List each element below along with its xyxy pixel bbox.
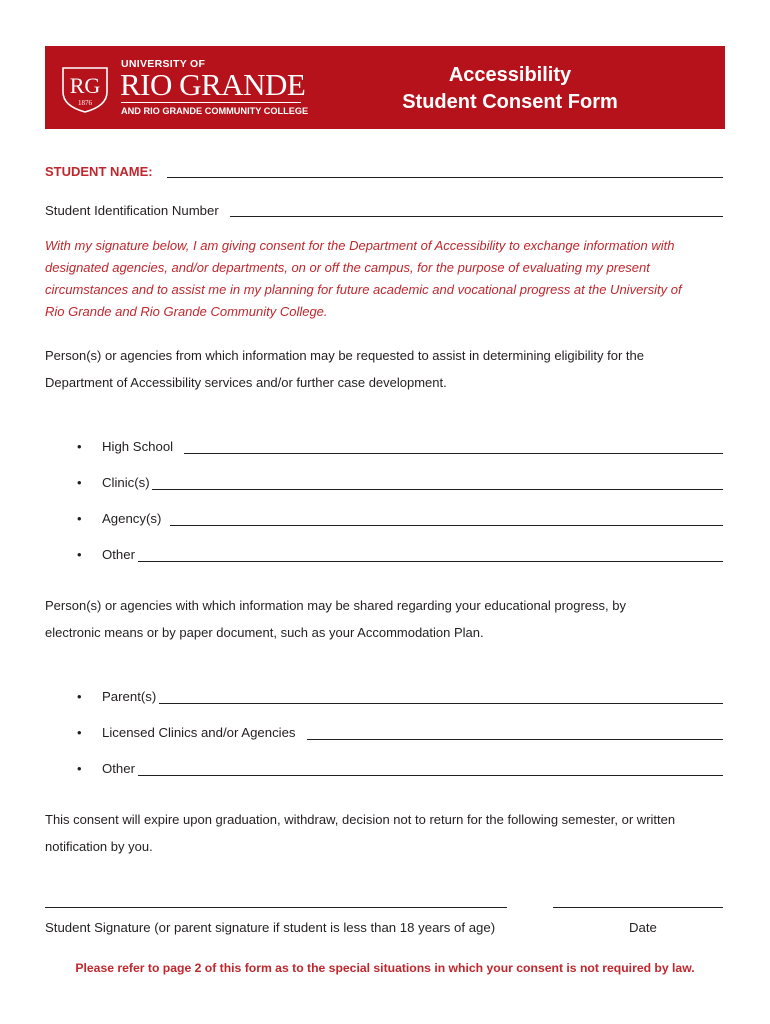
svg-text:1876: 1876 (78, 99, 92, 107)
logo-subtitle: AND RIO GRANDE COMMUNITY COLLEGE (121, 106, 309, 116)
logo-divider (121, 102, 301, 103)
bullet: • (77, 689, 82, 704)
request-item-clinics-label: Clinic(s) (102, 475, 150, 490)
clinics-field[interactable] (152, 489, 723, 490)
share-intro (45, 592, 735, 646)
expiry-line: notification by you. (45, 839, 153, 854)
bullet: • (77, 547, 82, 562)
signature-label: Student Signature (or parent signature if student is less than 18 years of age) (45, 920, 496, 935)
form-title-line1: Accessibility (448, 64, 572, 86)
consent-line: Rio Grande and Rio Grande Community College. (45, 304, 328, 319)
consent-statement (45, 235, 735, 323)
university-logo (59, 56, 309, 118)
expiry-statement (45, 806, 735, 860)
request-item-other-label: Other (102, 547, 135, 562)
request-item-high-school-label: High School (102, 439, 174, 454)
licensed-clinics-field[interactable] (307, 739, 723, 740)
consent-line: circumstances and to assist me in my planning for future academic and vocational progress at the University of (45, 282, 682, 297)
logo-university-of: UNIVERSITY OF (121, 58, 206, 70)
share-intro-line: electronic means or by paper document, such as your Accommodation Plan. (45, 625, 484, 640)
date-field[interactable] (553, 907, 723, 908)
request-intro-line: Person(s) or agencies from which information may be requested to assist in determining eligibility for the (45, 348, 644, 363)
header-banner (45, 46, 725, 129)
logo-name: RIO GRANDE (120, 67, 306, 102)
request-intro-line: Department of Accessibility services and/or further case development. (45, 375, 447, 390)
high-school-field[interactable] (184, 453, 723, 454)
bullet: • (77, 511, 82, 526)
consent-line: With my signature below, I am giving consent for the Department of Accessibility to exchange information with (45, 238, 675, 253)
student-id-label: Student Identification Number (45, 203, 219, 218)
bullet: • (77, 439, 82, 454)
student-name-field[interactable] (167, 177, 723, 178)
form-title-line2: Student Consent Form (402, 91, 618, 113)
request-item-agency-label: Agency(s) (102, 511, 162, 526)
share-intro-line: Person(s) or agencies with which information may be shared regarding your educational progress, by (45, 598, 626, 613)
consent-line: designated agencies, and/or departments, on or off the campus, for the purpose of evaluating my present (45, 260, 650, 275)
request-intro (45, 342, 735, 396)
parents-field[interactable] (159, 703, 723, 704)
share-item-clinics-agencies-label: Licensed Clinics and/or Agencies (102, 725, 296, 740)
bullet: • (77, 725, 82, 740)
share-other-field[interactable] (138, 775, 723, 776)
student-id-field[interactable] (230, 216, 723, 217)
bullet: • (77, 761, 82, 776)
svg-text:RG: RG (69, 73, 101, 98)
form-title (350, 62, 670, 116)
request-other-field[interactable] (138, 561, 723, 562)
date-label: Date (629, 920, 657, 935)
rg-emblem-icon (59, 62, 111, 114)
signature-field[interactable] (45, 907, 507, 908)
student-name-label: STUDENT NAME: (45, 164, 153, 179)
share-item-parents-label: Parent(s) (102, 689, 157, 704)
bullet: • (77, 475, 82, 490)
footer-note: Please refer to page 2 of this form as to the special situations in which your consent is not required by law. (75, 961, 695, 975)
agency-field[interactable] (170, 525, 723, 526)
expiry-line: This consent will expire upon graduation, withdraw, decision not to return for the following semester, or written (45, 812, 676, 827)
share-item-other-label: Other (102, 761, 135, 776)
